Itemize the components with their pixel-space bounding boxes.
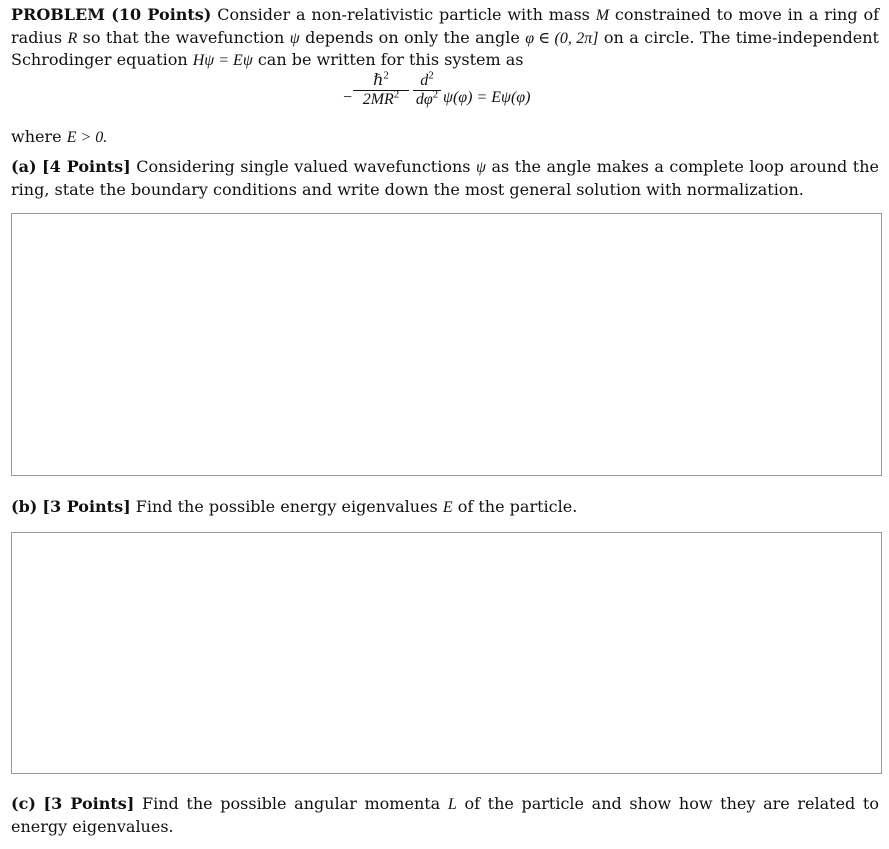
frac-den: dφ xyxy=(415,91,433,108)
part-b-points: [3 Points] xyxy=(42,497,131,516)
equation-minus: − xyxy=(343,89,353,106)
math-var: E xyxy=(442,499,453,516)
exponent: 2 xyxy=(428,69,434,82)
problem-heading: PROBLEM (10 Points) xyxy=(11,5,212,24)
problem-statement xyxy=(11,4,879,72)
energy-condition xyxy=(11,126,107,149)
part-c-text: of the particle and show how they are related to energy eigenvalues. xyxy=(11,794,879,836)
part-b-text: Find the possible energy eigenvalues xyxy=(135,497,438,516)
exponent: 2 xyxy=(393,88,400,101)
problem-text: can be written for this system as xyxy=(257,50,524,69)
math-var: ψ xyxy=(289,29,300,47)
part-b-question xyxy=(11,496,879,519)
math-var: L xyxy=(447,796,457,813)
part-b-label: (b) xyxy=(11,497,38,516)
part-a-text: Considering single valued wavefunctions xyxy=(136,157,471,176)
problem-text: depends on only the angle xyxy=(305,27,520,47)
fraction-derivative xyxy=(413,69,441,109)
part-a-text: as the angle makes a complete loop around the ring, state the boundary conditions and write down the most general solution with normalization. xyxy=(11,157,879,199)
answer-box-part-a[interactable] xyxy=(11,213,882,476)
part-b-text: of the particle. xyxy=(457,497,578,516)
part-c-label: (c) xyxy=(11,794,36,813)
problem-text: on a circle. The time-independent Schrodinger equation xyxy=(11,27,879,69)
part-a-question xyxy=(11,156,879,200)
frac-num: d xyxy=(420,72,429,89)
math-var: R xyxy=(67,29,78,47)
math-interval: φ ∈ (0, 2π] xyxy=(525,29,599,47)
where-text: where xyxy=(11,127,62,146)
fraction-hbar xyxy=(353,69,409,109)
problem-text: constrained to move in a ring of radius xyxy=(11,5,880,47)
frac-den: 2MR xyxy=(362,91,394,108)
equation-rhs: ψ(φ) = Eψ(φ) xyxy=(443,89,531,106)
answer-box-part-b[interactable] xyxy=(11,532,882,774)
problem-text: Consider a non-relativistic particle with mass xyxy=(217,5,590,24)
math-var: M xyxy=(595,7,610,24)
part-c-points: [3 Points] xyxy=(43,794,135,813)
problem-text: so that the wavefunction xyxy=(82,27,285,47)
math-var: ψ xyxy=(476,159,486,176)
math-condition: E > 0. xyxy=(66,129,108,146)
exponent: 2 xyxy=(432,88,439,101)
part-c-question xyxy=(11,793,879,837)
part-a-points: [4 Points] xyxy=(42,157,131,176)
part-a-label: (a) xyxy=(11,157,37,176)
frac-num: ℏ xyxy=(373,72,384,89)
exponent: 2 xyxy=(383,69,389,82)
math-hamiltonian: Hψ = Eψ xyxy=(192,52,253,69)
part-c-text: Find the possible angular momenta xyxy=(142,794,441,813)
